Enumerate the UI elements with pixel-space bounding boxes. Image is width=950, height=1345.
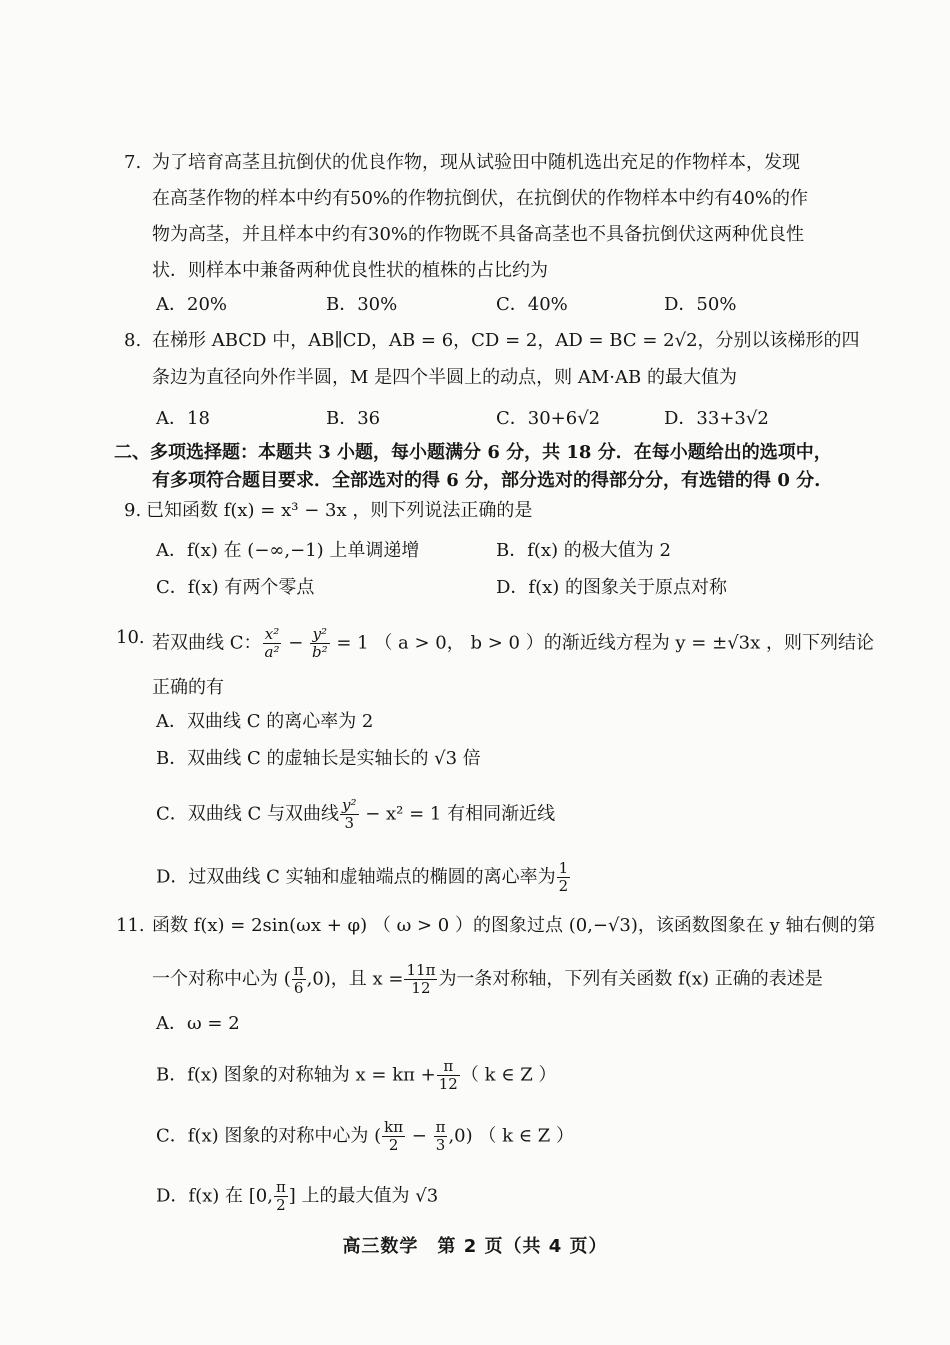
fraction-y2-3: $\frac{\text{y²}}{3}$	[342, 796, 357, 832]
question-number: 7.	[124, 152, 142, 173]
question-text: 条边为直径向外作半圆，M 是四个半圆上的动点，则 AM·AB 的最大值为	[152, 367, 737, 388]
option-c: C．f(x) 图象的对称中心为 ( $\frac{k\pi}{2}$ − $\frac{\pi}{3}$ ,0) （ k ∈ Z ）	[156, 1118, 574, 1154]
fraction-pi-12: $\frac{\pi}{12}$	[438, 1057, 458, 1093]
question-text: 一个对称中心为 ( $\frac{\pi}{6}$ ,0)，且 x = $\frac{11\pi}{12}$ 为一条对称轴，下列有关函数 f(x) 正确的表述是	[152, 961, 823, 997]
option-a: A．ω = 2	[156, 1013, 240, 1034]
option-c: C．f(x) 有两个零点	[156, 577, 315, 598]
section-instructions: 有多项符合题目要求．全部选对的得 6 分，部分选对的得部分分，有选错的得 0 分.	[152, 470, 821, 491]
option-c: C．双曲线 C 与双曲线 $\frac{\text{y²}}{3}$ − x² = 1 有相同渐近线	[156, 796, 556, 832]
option-c: C．30+6√2	[496, 408, 601, 429]
question-number: 11.	[116, 915, 145, 936]
option-c: C．40%	[496, 294, 568, 315]
fraction-pi-6: $\frac{\pi}{6}$	[293, 961, 304, 997]
question-text: 在高茎作物的样本中约有50%的作物抗倒伏，在抗倒伏的作物样本中约有40%的作	[152, 188, 809, 209]
page-footer: 高三数学 第 2 页（共 4 页）	[342, 1236, 608, 1257]
stem-end: = 1 （ a > 0， b > 0 ）的渐近线方程为 y = ±√3x ，则下列结论	[330, 632, 874, 654]
question-text: 函数 f(x) = 2sin(ωx + φ) （ ω > 0 ）的图象过点 (0,−√3)，该函数图象在 y 轴右侧的第	[152, 915, 876, 936]
question-text: 正确的有	[152, 677, 224, 698]
fraction-pi-3: $\frac{\pi}{3}$	[435, 1118, 446, 1154]
option-d: D．f(x) 的图象关于原点对称	[496, 577, 728, 598]
stem-start: 若双曲线 C：	[152, 632, 262, 654]
question-text: 状．则样本中兼备两种优良性状的植株的占比约为	[152, 260, 548, 281]
option-a: A．18	[156, 408, 210, 429]
question-text: 在梯形 ABCD 中，AB∥CD，AB = 6，CD = 2，AD = BC = 2√2，分别以该梯形的四	[152, 330, 860, 351]
fraction-11pi-12: $\frac{11\pi}{12}$	[406, 961, 436, 997]
option-d: D．f(x) 在 [0, $\frac{\pi}{2}$ ] 上的最大值为 √3	[156, 1178, 439, 1214]
option-d: D．过双曲线 C 实轴和虚轴端点的椭圆的离心率为 $\frac{1}{2}$	[156, 859, 569, 895]
question-text: 物为高茎，并且样本中约有30%的作物既不具备高茎也不具备抗倒伏这两种优良性	[152, 224, 805, 245]
option-b: B．36	[326, 408, 381, 429]
fraction-kpi-2: $\frac{k\pi}{2}$	[384, 1118, 404, 1154]
question-text: 已知函数 f(x) = x³ − 3x ，则下列说法正确的是	[146, 500, 533, 521]
option-b: B．f(x) 的极大值为 2	[496, 540, 671, 561]
fraction-y2-b2: $\frac{\text{y²}}{\text{b²}}$	[312, 625, 328, 661]
option-d: D．33+3√2	[664, 408, 769, 429]
question-text: 为了培育高茎且抗倒伏的优良作物，现从试验田中随机选出充足的作物样本，发现	[152, 152, 800, 173]
option-b: B．f(x) 图象的对称轴为 x = kπ + $\frac{\pi}{12}$ （ k ∈ Z ）	[156, 1057, 557, 1093]
option-b: B．30%	[326, 294, 398, 315]
question-number: 8.	[124, 330, 142, 351]
fraction-pi-2: $\frac{\pi}{2}$	[275, 1178, 286, 1214]
question-number: 9.	[124, 500, 142, 521]
fraction-one-half: $\frac{1}{2}$	[558, 859, 569, 895]
fraction-x2-a2: $\frac{\text{x²}}{\text{a²}}$	[264, 625, 280, 661]
option-b: B．双曲线 C 的虚轴长是实轴长的 √3 倍	[156, 748, 481, 769]
option-a: A．双曲线 C 的离心率为 2	[156, 711, 374, 732]
option-d: D．50%	[664, 294, 737, 315]
section-title: 二、多项选择题：本题共 3 小题，每小题满分 6 分，共 18 分．在每小题给出的选项中，	[114, 442, 832, 463]
question-text: 若双曲线 C： $\frac{\text{x²}}{\text{a²}}$ − $\frac{\text{y²}}{\text{b²}}$ = 1 （ a > 0， b > 0 ）的渐近线方程为 y = ±√3x ，则下列结论	[152, 625, 874, 661]
option-a: A．f(x) 在 (−∞,−1) 上单调递增	[156, 540, 420, 561]
option-a: A．20%	[156, 294, 228, 315]
question-number: 10.	[116, 627, 145, 648]
